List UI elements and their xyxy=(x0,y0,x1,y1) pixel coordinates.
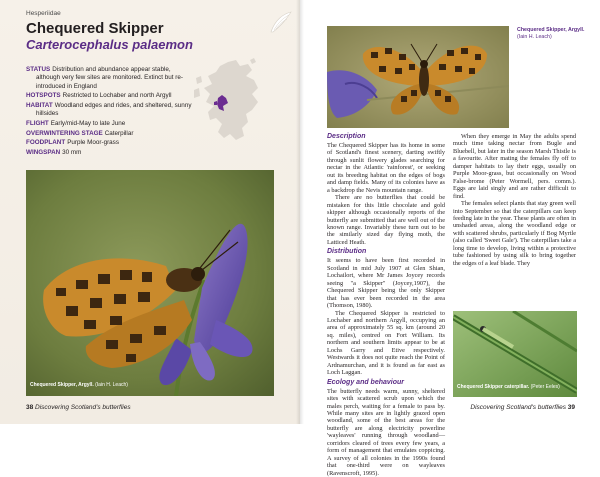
fact-foodplant: FOODPLANT Purple Moor-grass xyxy=(26,139,119,147)
fact-hotspots: HOTSPOTS Restricted to Lochaber and north Argyll xyxy=(26,92,172,100)
family-name: Hesperiidae xyxy=(26,10,61,17)
butterfly-photo-top xyxy=(327,26,509,128)
paragraph: The butterfly needs warm, sunny, sheltered sites with scattered scrub upon which the males perch, waiting for a female to pass by. While many sites are in lightly grazed open woodland, some of the best areas for the butterfly are along electricity powerline 'wayleaves' running through woodland—corridors cleared of trees every few years, a form of management that emulates coppicing. A survey of all colonies in the 1990s found that one-third were on wayleaves (Ravenscroft, 1995). xyxy=(327,387,445,477)
paragraph: The Chequered Skipper has its home in some of Scotland's finest scenery, darting swiftly through sunlit flowery glades searching for nectar in the Atlantic 'rainforest', or seeking out its breeding habitat on the edges of bogs and damp fields. Many of its colonies have as a backdrop the Nevis mountain range. xyxy=(327,142,445,194)
butterfly-photo-large xyxy=(26,170,274,396)
large-photo-caption: Chequered Skipper, Argyll. (Iain H. Leach) xyxy=(30,382,128,388)
left-folio: 38 Discovering Scotland's butterflies xyxy=(26,404,131,411)
fact-box xyxy=(26,66,196,159)
book-gutter xyxy=(296,0,304,424)
fact-habitat: HABITAT Woodland edges and rides, and sheltered, sunny hillsides xyxy=(26,101,192,118)
paragraph: When they emerge in May the adults spend much time taking nectar from Bugle and Bluebell, but later in the season Marsh Thistle is a favourite. After mating the females fly off to damper habitats to lay their eggs, usually on Purple Moor-grass, but occasionally on Wood False-brome (Peter Wormell, pers. comm.). Eggs are laid singly and are rather difficult to find. xyxy=(453,133,576,200)
fact-status: STATUS Distribution and abundance appear stable, although very few sites are monitored. Extinct but re-introduced in England xyxy=(26,66,183,90)
scotland-distribution-map xyxy=(188,58,278,143)
paragraph: The females select plants that stay green well into September so that the caterpillars can keep feeding late in the year. These plants are often in unshaded areas, along the woodland edge or with scattered shrubs, particularly if Bog Myrtle (also called 'Sweet Gale'). The caterpillars take a long time to develop, living within a protective tube fashioned by using silk to bring together the edges of a leaf blade. They xyxy=(453,200,576,267)
text-column-2 xyxy=(453,133,576,267)
caterpillar-photo xyxy=(453,311,577,397)
left-page xyxy=(0,0,300,424)
paragraph: There are no butterflies that could be mistaken for this little chocolate and gold skipper although occasionally reports of the butterfly are submitted that are well out of the known range. Invariably these turn out to be the similarly sized day flying moth, the Latticed Heath. xyxy=(327,194,445,246)
heading-distribution: Distribution xyxy=(327,248,367,256)
scientific-name: Carterocephalus palaemon xyxy=(26,37,193,52)
paragraph: It seems to have been first recorded in Scotland in mid July 1907 at Glen Shian, Lochailort, where Mr James Joycey records seeing "a Skipper" (Joycey,1907), the Chequered Skipper being the only Skipper that has ever been recorded in the area (Thomson, 1980). xyxy=(327,257,445,310)
butterfly-on-bluebell-image xyxy=(26,170,274,396)
butterfly-wings-open-image xyxy=(327,26,509,128)
right-folio: Discovering Scotland's butterflies 39 xyxy=(470,404,575,411)
paragraph: The Chequered Skipper is restricted to Lochaber and northern Argyll, occupying an area of approximately 55 sq. km (around 20 sq. miles), centred on Fort William. Its northern and southern limits appear to be at Lochs Garry and Etive respectively. Westwards it does not quite reach the Point of Ardnamurchan, and it is found as far east as Loch Laggan. xyxy=(327,309,445,377)
heading-ecology: Ecology and behaviour xyxy=(327,378,405,386)
heading-description: Description xyxy=(327,133,366,140)
fact-wingspan: WINGSPAN 30 mm xyxy=(26,149,82,157)
text-column-1 xyxy=(327,133,445,477)
top-photo-caption: Chequered Skipper, Argyll. (Iain H. Leach) xyxy=(517,27,585,40)
butterfly-wing-icon xyxy=(265,8,293,36)
fact-overwintering: OVERWINTERING STAGE Caterpillar xyxy=(26,129,134,137)
species-title: Chequered Skipper xyxy=(26,20,164,37)
caterpillar-caption: Chequered Skipper caterpillar. (Peter Eeles) xyxy=(457,384,560,390)
fact-flight: FLIGHT Early/mid-May to late June xyxy=(26,119,126,127)
